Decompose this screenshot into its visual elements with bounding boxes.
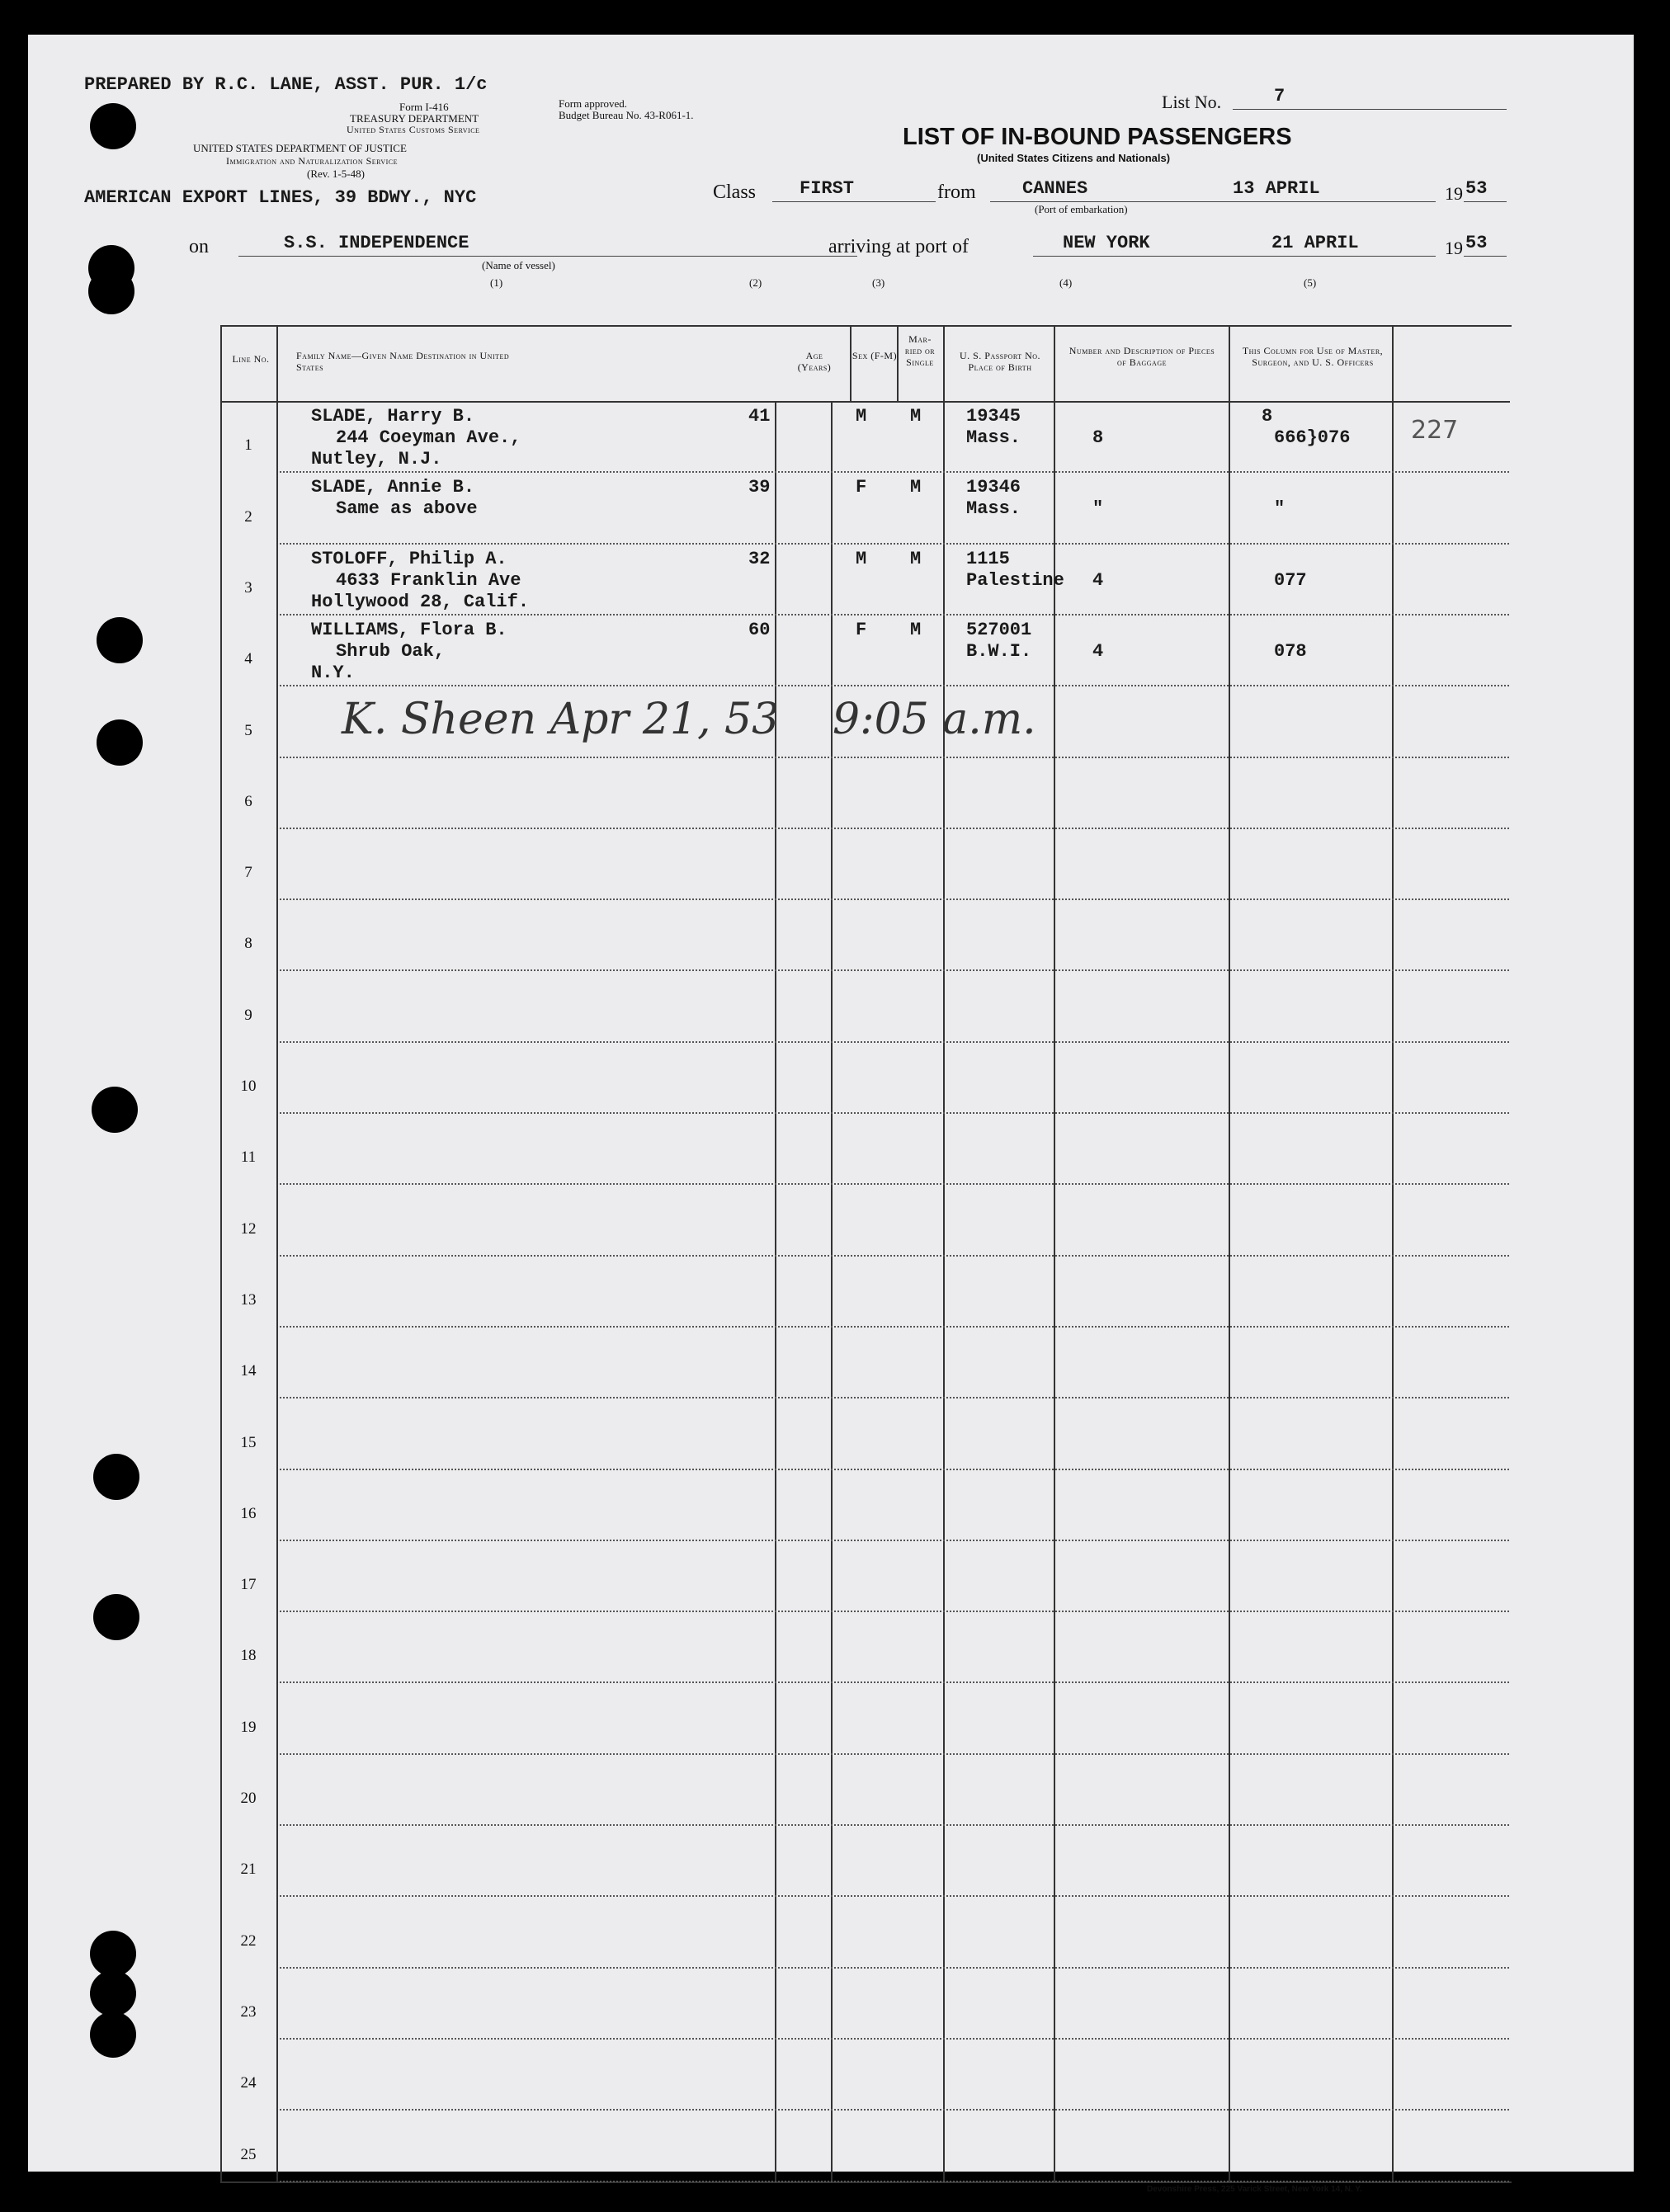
row-divider: [280, 969, 1509, 971]
passenger-married: M: [910, 406, 922, 427]
row-divider: [280, 1540, 1509, 1541]
row-divider: [280, 471, 1509, 473]
line-number: 19: [240, 1718, 257, 1736]
passenger-addr2: Nutley, N.J.: [311, 449, 442, 469]
prepared-by-stamp: PREPARED BY R.C. LANE, ASST. PUR. 1/c: [84, 74, 488, 95]
passenger-addr1: 4633 Franklin Ave: [336, 569, 521, 591]
passenger-addr1: Shrub Oak,: [336, 640, 446, 662]
passenger-name: SLADE, Harry B.: [311, 406, 475, 427]
passenger-age: 60: [748, 619, 771, 640]
arriving-label: arriving at port of: [828, 236, 969, 257]
col-divider: [831, 401, 833, 2181]
form-dept: TREASURY DEPARTMENT: [350, 112, 479, 125]
col-number-3: (3): [872, 276, 885, 289]
form-number: Form I-416: [399, 101, 449, 113]
passenger-officer: 078: [1274, 640, 1307, 662]
line-number: 20: [240, 1790, 257, 1807]
class-label: Class: [713, 182, 757, 203]
passenger-age: 39: [748, 477, 771, 498]
header-name: Family Name—Given Name Destination in United States: [296, 350, 510, 373]
port-caption: (Port of embarkation): [1035, 203, 1128, 215]
passenger-sex: M: [856, 406, 867, 427]
row-divider: [280, 1753, 1509, 1755]
binder-hole: [90, 103, 136, 149]
header-baggage: Number and Description of Pieces of Baggage: [1069, 345, 1215, 368]
printer-credit: Devonshire Press, 225 Varick Street, New York 14, N. Y.: [1147, 2185, 1362, 2194]
on-label: on: [189, 236, 209, 257]
col-number-4: (4): [1059, 276, 1073, 289]
binder-hole: [92, 1087, 138, 1133]
passenger-birthplace: Mass.: [966, 498, 1021, 520]
form-ins: Immigration and Naturalization Service: [226, 155, 399, 167]
class-value: FIRST: [800, 178, 855, 199]
form-rev: (Rev. 1-5-48): [307, 167, 365, 180]
handwritten-signature: K. Sheen Apr 21, 53: [342, 695, 780, 744]
passenger-age: 32: [748, 548, 771, 569]
binder-hole: [90, 1970, 136, 2016]
line-number: 22: [240, 1931, 257, 1950]
passenger-passport: 527001: [966, 619, 1032, 640]
binder-hole: [93, 1594, 139, 1640]
passenger-name: WILLIAMS, Flora B.: [311, 619, 507, 640]
binder-hole: [90, 2012, 136, 2058]
passenger-officer: ": [1274, 498, 1286, 520]
passenger-baggage: ": [1092, 498, 1104, 520]
header-officers: This Column for Use of Master, Surgeon, and U. S. Officers: [1242, 345, 1384, 368]
line-number: 8: [244, 935, 252, 953]
passenger-passport: 19345: [966, 406, 1021, 427]
year-prefix-2: 19: [1445, 238, 1463, 258]
passenger-addr1: Same as above: [336, 498, 478, 520]
form-service: United States Customs Service: [347, 124, 480, 135]
year-prefix-1: 19: [1445, 183, 1463, 204]
from-label: from: [937, 182, 976, 203]
col-divider: [1054, 325, 1055, 2181]
row-divider: [280, 1681, 1509, 1683]
row-divider: [280, 1824, 1509, 1826]
binder-hole: [97, 719, 143, 766]
row-divider: [280, 898, 1509, 900]
line-number: 24: [240, 2074, 257, 2092]
depart-date: 13 APRIL: [1233, 178, 1320, 199]
margin-note: 227: [1411, 416, 1459, 445]
header-passport: U. S. Passport No. Place of Birth: [959, 350, 1041, 373]
row-divider: [280, 1326, 1509, 1328]
col-divider: [1392, 325, 1394, 2181]
form-subtitle: (United States Citizens and Nationals): [977, 152, 1171, 164]
line-number: 14: [240, 1362, 257, 1380]
handwritten-time: 9:05 a.m.: [833, 695, 1036, 744]
row-divider: [280, 1469, 1509, 1470]
passenger-sex: F: [856, 619, 867, 640]
passenger-age: 41: [748, 406, 771, 427]
row-divider: [280, 1397, 1509, 1398]
passenger-birthplace: Mass.: [966, 427, 1021, 448]
line-number: 10: [240, 1078, 257, 1095]
col-divider: [897, 325, 899, 401]
budget-bureau: Budget Bureau No. 43-R061-1.: [559, 109, 694, 121]
header-divider: [220, 401, 1510, 403]
passenger-sex: F: [856, 477, 867, 498]
col-number-2: (2): [749, 276, 762, 289]
passenger-married: M: [910, 619, 922, 640]
passenger-addr2: N.Y.: [311, 662, 355, 683]
row-divider: [280, 543, 1509, 545]
binder-hole: [93, 1454, 139, 1500]
row-divider: [280, 2038, 1509, 2040]
passenger-married: M: [910, 477, 922, 498]
line-number: 21: [240, 1861, 257, 1879]
from-value: CANNES: [1022, 178, 1088, 199]
passenger-addr2: Hollywood 28, Calif.: [311, 591, 530, 612]
line-number: 3: [244, 578, 252, 597]
form-page: [28, 35, 1634, 2194]
passenger-birthplace: B.W.I.: [966, 640, 1032, 662]
line-number: 6: [244, 792, 252, 810]
row-divider: [280, 2181, 1509, 2182]
col-divider: [276, 325, 278, 2181]
line-number: 4: [244, 650, 252, 668]
row-divider: [280, 1895, 1509, 1897]
header-age: Age (Years): [797, 350, 832, 373]
passenger-baggage: 4: [1092, 640, 1104, 662]
row-divider: [280, 1611, 1509, 1612]
passenger-table: [220, 325, 1512, 2181]
line-number: 13: [240, 1290, 257, 1309]
line-number: 2: [244, 507, 252, 526]
row-divider: [280, 2109, 1509, 2111]
line-number: 17: [240, 1576, 257, 1594]
passenger-name: SLADE, Annie B.: [311, 477, 475, 498]
line-number: 25: [240, 2145, 257, 2163]
line-number: 16: [240, 1504, 257, 1522]
form-justice: UNITED STATES DEPARTMENT OF JUSTICE: [193, 142, 407, 154]
list-no-label: List No.: [1162, 92, 1222, 112]
depart-year: 53: [1465, 178, 1488, 199]
col-divider: [1229, 325, 1230, 2181]
arrival-port: NEW YORK: [1063, 233, 1150, 253]
header-line-no: Line No.: [232, 353, 270, 365]
passenger-addr1: 244 Coeyman Ave.,: [336, 427, 521, 448]
line-number: 5: [244, 721, 252, 739]
row-divider: [280, 685, 1509, 686]
list-no-value: 7: [1274, 86, 1286, 106]
col-divider: [775, 401, 776, 2181]
line-number: 1: [244, 436, 252, 455]
line-number: 18: [240, 1647, 257, 1665]
passenger-officer-top: 8: [1262, 406, 1273, 427]
row-divider: [280, 828, 1509, 829]
row-divider: [280, 1255, 1509, 1257]
vessel-name: S.S. INDEPENDENCE: [284, 233, 469, 253]
line-number: 23: [240, 2002, 257, 2021]
passenger-officer: 666}076: [1274, 427, 1351, 448]
line-number: 15: [240, 1433, 257, 1451]
line-number: 12: [240, 1219, 257, 1238]
company-name: AMERICAN EXPORT LINES, 39 BDWY., NYC: [84, 187, 477, 208]
passenger-officer: 077: [1274, 569, 1307, 591]
col-number-1: (1): [490, 276, 503, 289]
passenger-name: STOLOFF, Philip A.: [311, 548, 507, 569]
form-title: LIST OF IN-BOUND PASSENGERS: [903, 124, 1292, 150]
binder-hole: [97, 617, 143, 663]
line-number: 11: [240, 1148, 257, 1167]
line-number: 7: [244, 864, 252, 882]
col-divider: [850, 325, 852, 401]
col-divider: [943, 325, 945, 2181]
passenger-baggage: 8: [1092, 427, 1104, 448]
row-divider: [280, 757, 1509, 758]
line-number: 9: [244, 1006, 252, 1024]
passenger-passport: 1115: [966, 548, 1010, 569]
header-sex: Sex (F-M): [852, 350, 898, 361]
passenger-passport: 19346: [966, 477, 1021, 498]
row-divider: [280, 1112, 1509, 1114]
passenger-sex: M: [856, 548, 867, 569]
binder-hole: [88, 268, 134, 314]
passenger-baggage: 4: [1092, 569, 1104, 591]
row-divider: [280, 1183, 1509, 1185]
row-divider: [280, 1967, 1509, 1969]
header-married: Mar- ried or Single: [904, 333, 936, 368]
row-divider: [280, 1041, 1509, 1043]
col-number-5: (5): [1304, 276, 1317, 289]
form-approved: Form approved.: [559, 97, 628, 110]
passenger-married: M: [910, 548, 922, 569]
arrival-date: 21 APRIL: [1271, 233, 1359, 253]
row-divider: [280, 614, 1509, 615]
vessel-caption: (Name of vessel): [482, 259, 555, 271]
passenger-birthplace: Palestine: [966, 569, 1064, 591]
arrival-year: 53: [1465, 233, 1488, 253]
